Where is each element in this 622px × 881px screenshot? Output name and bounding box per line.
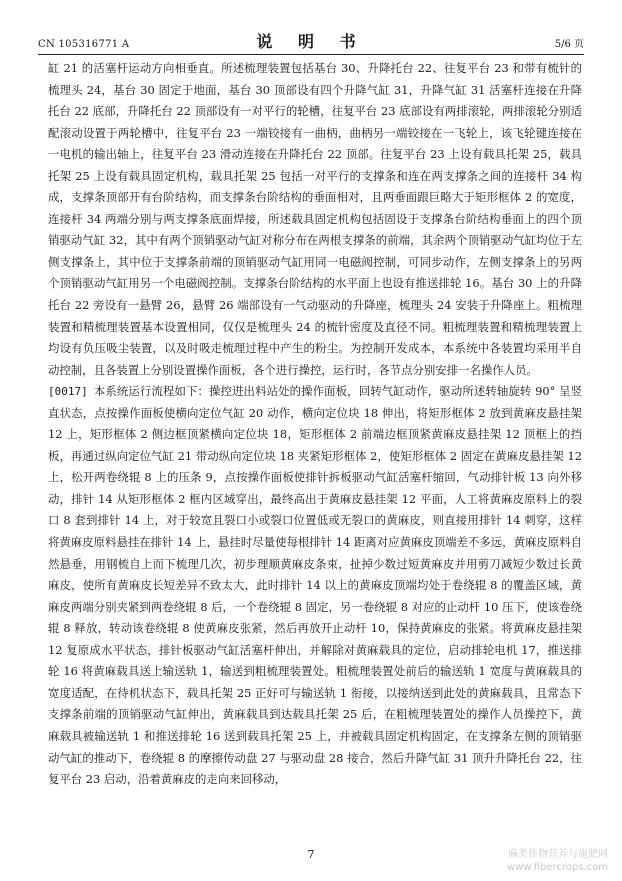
document-title: 说 明 书 (256, 32, 366, 51)
watermark-line: www.fibercrops.com (506, 862, 608, 873)
paragraph (48, 381, 582, 790)
paragraph-number: [0017] (48, 385, 88, 399)
page-header (38, 30, 584, 55)
document-body (48, 58, 582, 833)
watermark-line: 麻类作物营养与施肥网 (508, 849, 608, 860)
page-indicator: 5/6 页 (554, 39, 584, 50)
page-number: 7 (307, 848, 315, 861)
watermark (507, 848, 608, 874)
paragraph (48, 58, 582, 381)
paragraph-text: 本系统运行流程如下：操控进出料站处的操作面板，回转气缸动作，驱动所述转轴旋转 90° 呈竖直状态，点按操作面板使横向定位气缸 20 动作，横向定位块 18 伸出，将矩形框体 2 放到黄麻皮悬挂架 12 上，矩形框体 2 侧边框顶紧横向定位块 18，矩形框体 2 前端边框顶紧黄麻皮悬挂架 12 顶框上的挡板，再通过纵向定位气缸 21 带动纵向定位块 18 夹紧矩形框体 2，使矩形框体 2 固定在黄麻皮悬挂架 12 上，松开两卷绕辊 8 上的压条 9，点按操作面板使排针拆板驱动气缸活塞杆缩回，气动排针板 13 向外移动，排针 14 从矩形框体 2 框内区域穿出，最终高出于黄麻皮悬挂架 12 平面，人工将黄麻皮原料上的裂口 8 套到排针 14 上，对于较宽且裂口小或裂口位置低或无裂口的黄麻皮，则直接用排针 14 刺穿，这样将黄麻皮原料悬挂在排针 14 上，悬挂时尽量使每根排针 14 距离对应黄麻皮顶端差不多远，黄麻皮原料自然悬垂，用钢梳自上而下梳理几次，初步理顺黄麻皮条束，扯掉少数过短黄麻皮并用剪刀减短少数过长黄麻皮，使所有黄麻皮长短差异不致太大，此时排针 14 以上的黄麻皮顶端均处于卷绕辊 8 的覆盖区域，黄麻皮两端分别夹紧到两卷绕辊 8 后，一个卷绕辊 8 固定，另一卷绕辊 8 对应的止动杆 10 压下，使该卷绕辊 8 释放，转动该卷绕辊 8 使黄麻皮张紧，然后再放开止动杆 10，保持黄麻皮的张紧。将黄麻皮悬挂架 12 复原成水平状态，排针板驱动气缸活塞杆伸出，并解除对黄麻载具的定位，启动排轮电机 17，推送排轮 16 将黄麻载具送上输送轨 1，输送到粗梳理装置处。粗梳理装置处前后的输送轨 1 宽度与黄麻载具的宽度适配，在待机状态下，载具托架 25 正好可与输送轨 1 衔接，以接纳送到此处的黄麻载具，且常态下支撑条前端的顶销驱动气缸伸出，黄麻载具到达载具托架 25 后，在粗梳理装置处的操作人员操控下，黄麻载具被输送轨 1 和推送排轮 16 送到载具托架 25 上，并被载具固定机构固定，在支撑条左侧的顶销驱动气缸的推动下，卷绕辊 8 的摩擦传动盘 27 与驱动盘 28 接合，然后升降气缸 31 顶升升降托台 22，往复平台 23 启动，沿着黄麻皮的走向来回移动， (48, 384, 582, 787)
paragraph-text: 缸 21 的活塞杆运动方向相垂直。所述梳理装置包括基台 30、升降托台 22、往复平台 23 和带有梳针的梳理头 24，基台 30 固定于地面，基台 30 顶部设有四个升降气缸 31，升降气缸 31 活塞杆连接在升降托台 22 底部，升降托台 22 顶部设有一对平行的轮槽，往复平台 23 底部设有两排滚轮，两排滚轮分别适配滚动设置于两轮槽中，往复平台 23 一端铰接有一曲柄，曲柄另一端铰接在一飞轮上，该飞轮键连接在一电机的输出轴上，往复平台 23 滑动连接在升降托台 22 顶部。往复平台 23 上设有载具托架 25，载具托架 25 上设有载具固定机构，载具托架 25 包括一对平行的支撑条和连在两支撑条之间的连接杆 34 构成，支撑条顶部开有台阶结构，而支撑条台阶结构的垂面相对，且两垂面跟巨略大于矩形框体 2 的宽度，连接杆 34 两端分别与两支撑条底面焊接，所述载具固定机构包括固设于支撑条台阶结构垂面上的四个顶销驱动气缸 32，其中有两个顶销驱动气缸对称分布在两根支撑条的前端，其余两个顶销驱动气缸均位于左侧支撑条上，其中位于支撑条前端的顶销驱动气缸用同一电磁阀控制，可同步动作，左侧支撑条上的另两个顶销驱动气缸用另一个电磁阀控制。支撑条台阶结构的水平面上也设有推送排轮 16。基台 30 上的升降托台 22 旁设有一悬臂 26，悬臂 26 端部设有一气动驱动的升降座，梳理头 24 安装于升降座上。粗梳理装置和精梳理装置基本设置相同，仅仅是梳理头 24 的梳针密度及直径不同。粗梳理装置和精梳理装置上均设有负压吸尘装置，以及时吸走梳理过程中产生的粉尘。为控制开发成本，本系统中各装置均采用半自动控制，且各装置上分别设置操作面板，各个进行操控，运行时，各节点分别安排一名操作人员。 (48, 61, 582, 377)
patent-number: CN 105316771 A (38, 39, 130, 50)
